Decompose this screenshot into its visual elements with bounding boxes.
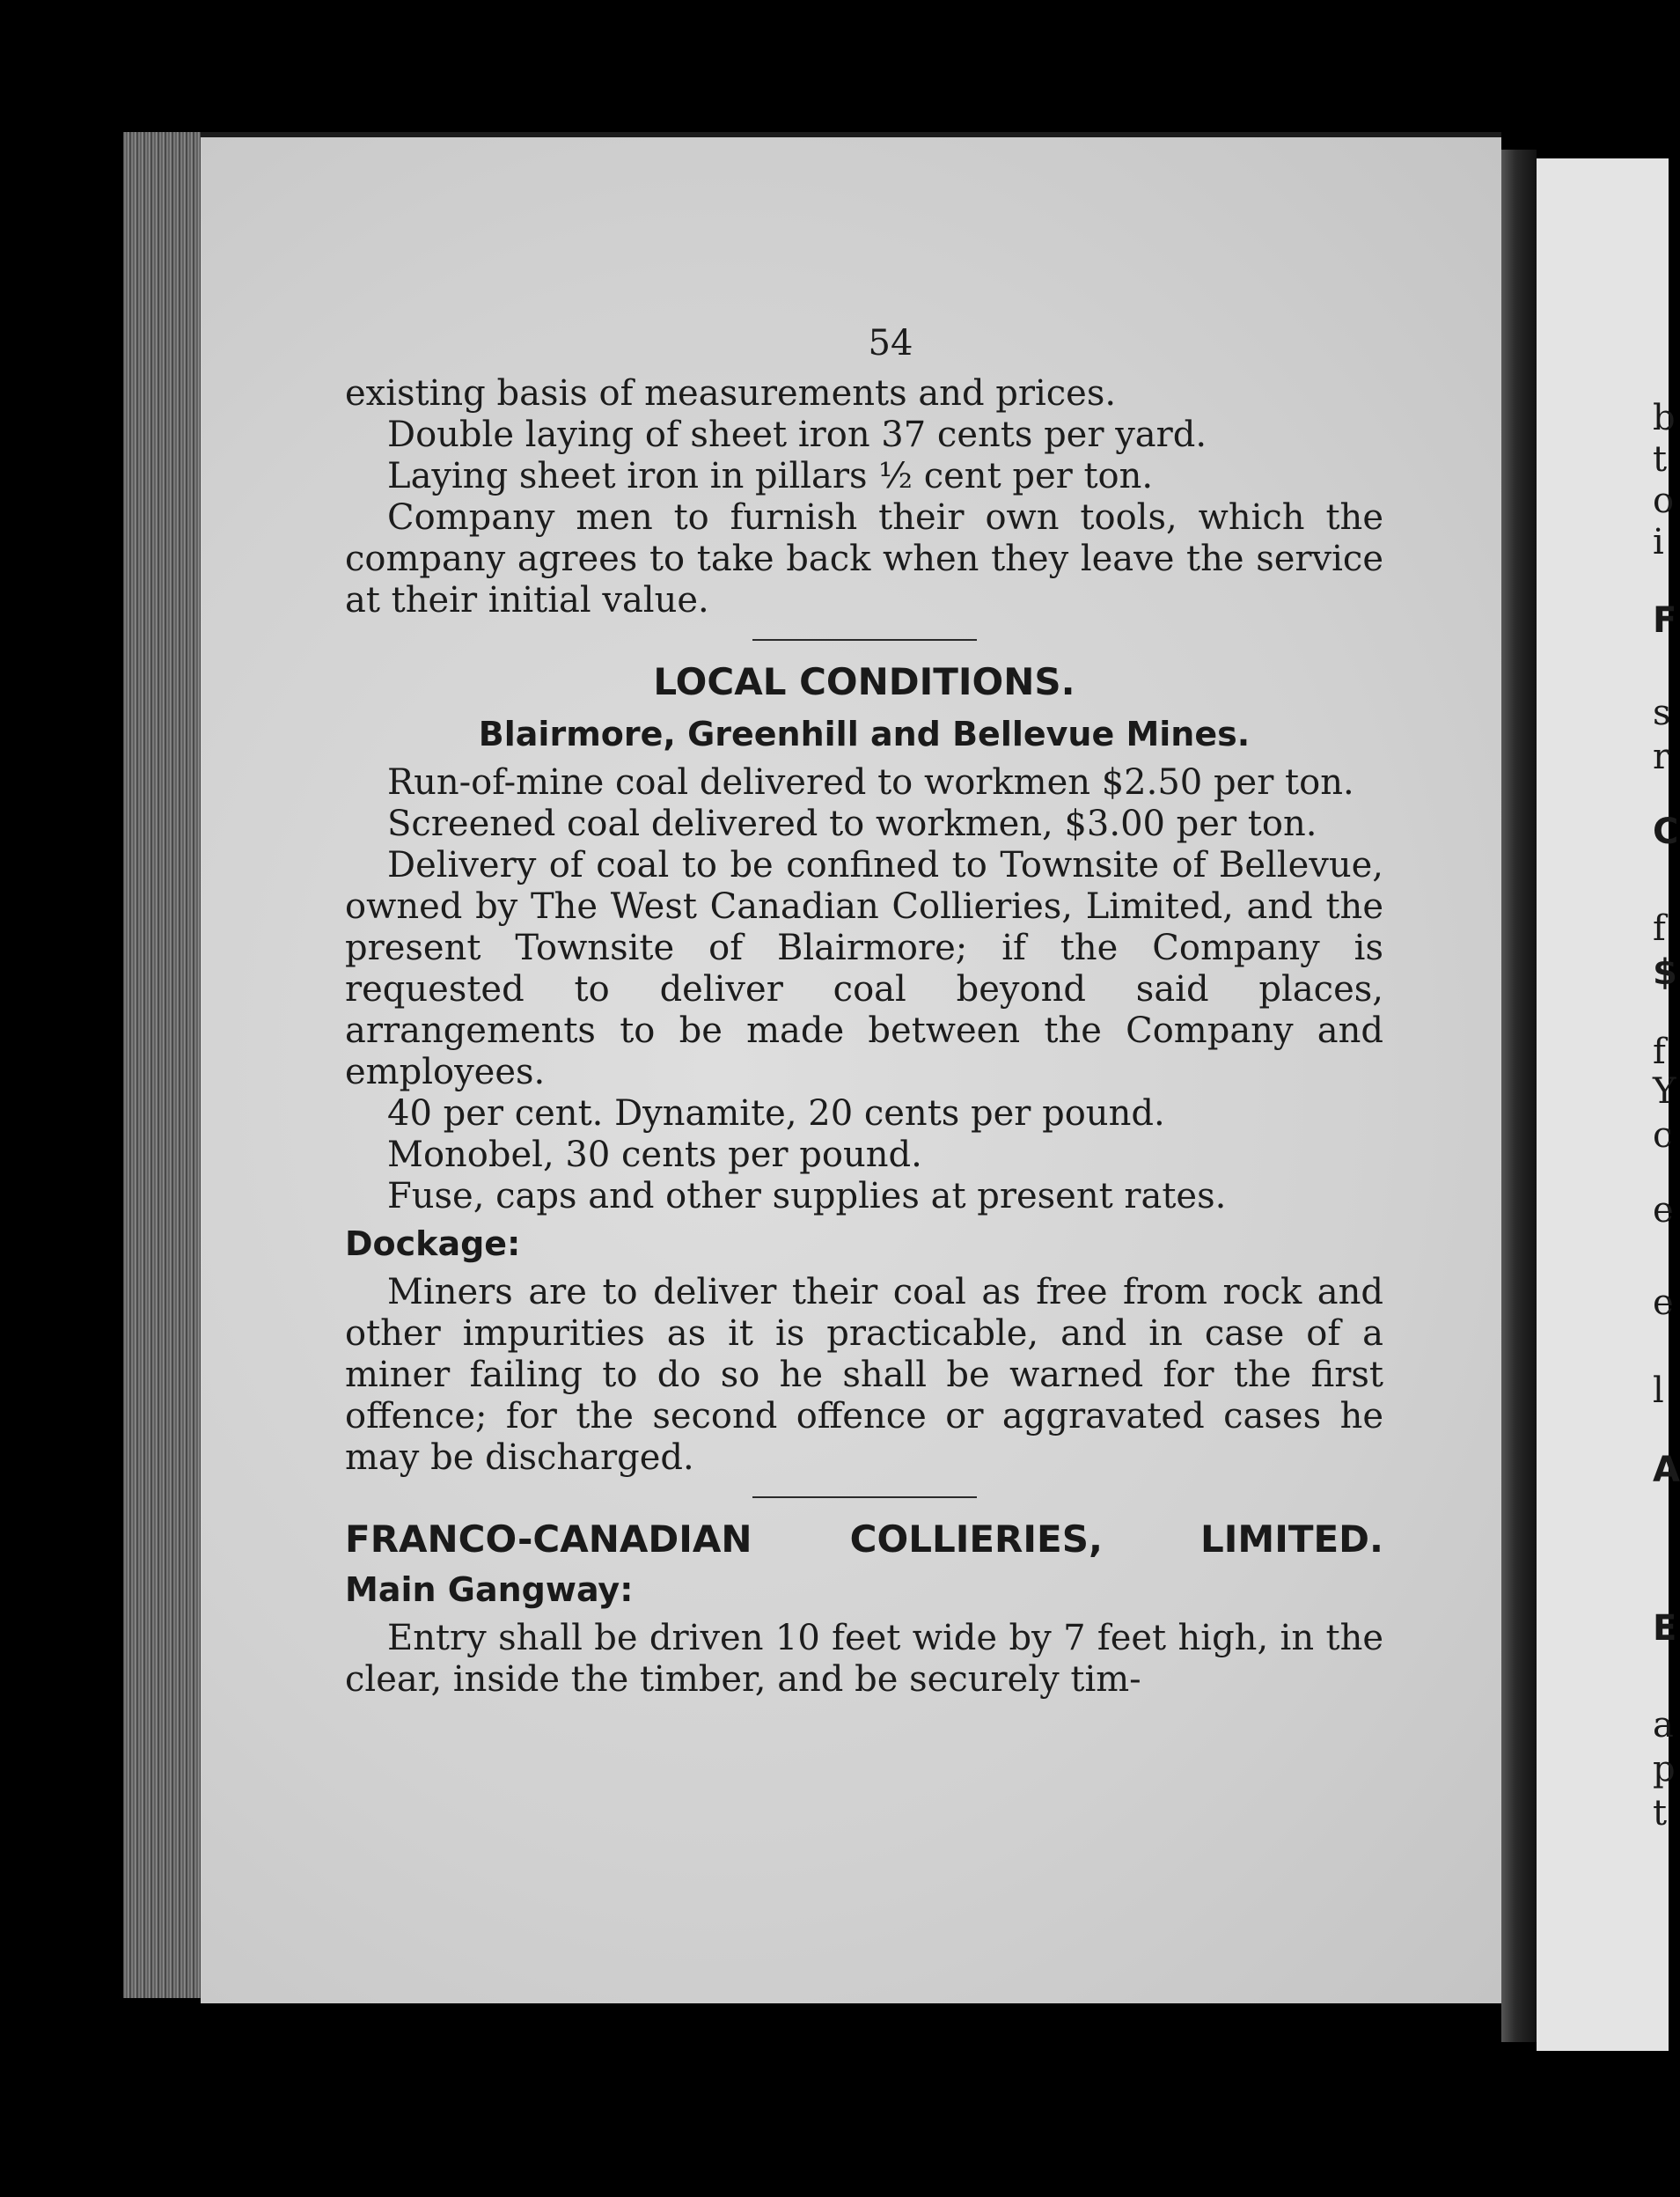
intro-line: Company men to furnish their own tools, which the company agrees to take back when they leave the service at their initial value. (345, 497, 1383, 621)
right-page-fragment: F (1653, 600, 1677, 641)
intro-line: Laying sheet iron in pillars ½ cent per ton. (387, 456, 1154, 496)
condition-item: Run-of-mine coal delivered to workmen $2.50 per ton. (387, 761, 1354, 803)
gangway-text: Entry shall be driven 10 feet wide by 7 feet high, in the clear, inside the timber, and be securely tim- (345, 1617, 1383, 1700)
dockage-heading: Dockage: (345, 1223, 521, 1263)
right-page-fragment: A (1653, 1450, 1680, 1490)
condition-item: Delivery of coal to be confined to Townsite of Bellevue, owned by The West Canadian Collieries, Limited, and the present Townsite of Blairmore; if the Company is requested to deliver coal beyond said places, arrangements to be made between the Company and employees. (345, 844, 1383, 1092)
right-page-fragment: o (1653, 481, 1675, 521)
dockage-text: Miners are to deliver their coal as free from rock and other impurities as it is practicable, and in case of a miner failing to do so he shall be warned for the first offence; for the second offence or aggravated cases he may be discharged. (345, 1271, 1383, 1478)
right-page-fragment: e (1653, 1282, 1674, 1323)
right-page-fragment: e (1653, 1190, 1674, 1231)
right-page-fragment: s (1653, 693, 1671, 733)
right-page-fragment: a (1653, 1705, 1674, 1745)
page-number: 54 (868, 323, 913, 364)
right-page-fragment: $ (1653, 952, 1677, 993)
section-title: LOCAL CONDITIONS. (653, 660, 1075, 703)
section-divider (752, 1496, 977, 1498)
right-page-fragment: c (1653, 1115, 1673, 1156)
right-page-fragment: b (1653, 398, 1676, 438)
right-page-fragment: C (1653, 812, 1679, 852)
intro-line: existing basis of measurements and prices. (345, 373, 1117, 414)
right-page-fragment: r (1653, 737, 1670, 777)
right-page-fragment: Y (1653, 1071, 1676, 1112)
right-page (1537, 158, 1680, 2051)
subsection-title: Blairmore, Greenhill and Bellevue Mines. (478, 715, 1251, 754)
book-gutter (1501, 150, 1537, 2042)
gangway-heading: Main Gangway: (345, 1569, 634, 1609)
condition-item: 40 per cent. Dynamite, 20 cents per pound. (387, 1092, 1165, 1134)
right-page-fragment: f (1653, 908, 1666, 949)
right-page-fragment: p (1653, 1749, 1676, 1789)
right-page-fragment: t (1653, 1793, 1668, 1833)
condition-item: Fuse, caps and other supplies at present rates. (387, 1175, 1227, 1216)
right-page-fragment: l (1653, 1370, 1664, 1411)
intro-line: Double laying of sheet iron 37 cents per yard. (387, 415, 1207, 455)
right-page-fragment: f (1653, 1032, 1666, 1072)
section-divider (752, 639, 977, 641)
right-page-fragment: t (1653, 439, 1668, 480)
condition-item: Monobel, 30 cents per pound. (387, 1134, 922, 1175)
page-text (345, 323, 1383, 1701)
company-heading: FRANCO-CANADIAN COLLIERIES, LIMITED. (345, 1517, 1383, 1561)
condition-item: Screened coal delivered to workmen, $3.00 per ton. (387, 803, 1317, 844)
right-page-fragment: i (1653, 522, 1664, 562)
right-page-fragment: E (1653, 1608, 1677, 1649)
